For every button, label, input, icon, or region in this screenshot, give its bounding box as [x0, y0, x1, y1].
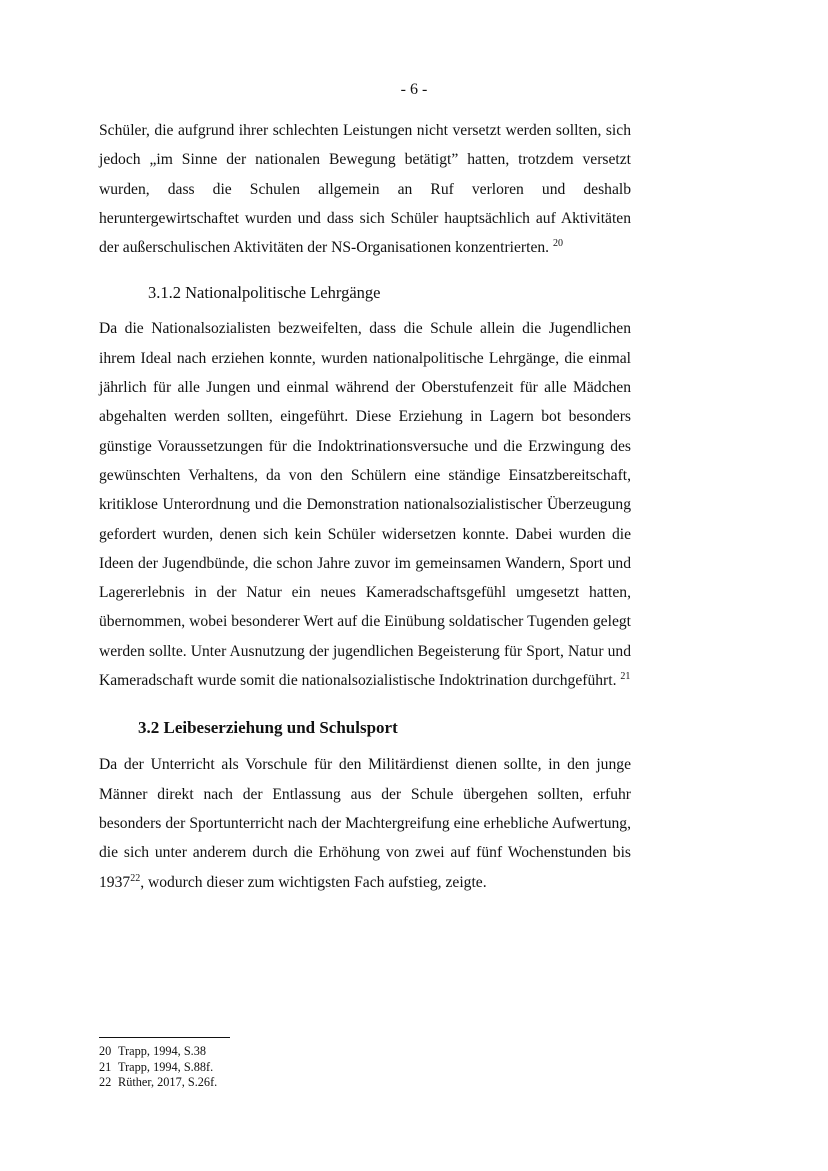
footnote-ref-21[interactable]: 21 — [620, 671, 631, 683]
paragraph-3-2-text-start: Da der Unterricht als Vorschule für den Militärdienst dienen sollte, in den junge Männer direkt nach der Entlassung aus der Schule übergehen sollten, erfuhr besonders der Sportunterricht nach der Machtergreifung eine erhebliche Aufwertung, die sich unter anderem durch die Erhöhung von zwei auf fünf Wochenstunden bis 1937 — [99, 756, 631, 891]
footnote-number: 21 — [99, 1059, 112, 1074]
footnote-text: Rüther, 2017, S.26f. — [118, 1075, 218, 1089]
page-body — [99, 116, 631, 897]
footnote-22 — [99, 1075, 499, 1091]
footnote-number: 22 — [99, 1075, 112, 1089]
section-3-1-2-heading: 3.1.2 Nationalpolitische Lehrgänge — [148, 283, 381, 303]
footnote-ref-20[interactable]: 20 — [552, 238, 563, 250]
footnote-text: Trapp, 1994, S.88f. — [118, 1059, 214, 1074]
footnote-number: 20 — [99, 1044, 112, 1058]
paragraph-3-2-text-end: , wodurch dieser zum wichtigsten Fach aufstieg, zeigte. — [140, 873, 487, 891]
footnote-20 — [99, 1044, 499, 1060]
paragraph-3-1-2-text: Da die Nationalsozialisten bezweifelten, dass die Schule allein die Jugendlichen ihrem Ideal nach erziehen konnte, wurden nationalpolitische Lehrgänge, die einmal jährlich für alle Jungen und einmal während der Oberstufenzeit für alle Mädchen abgehalten werden sollten, eingeführt. Diese Erziehung in Lagern bot besonders günstige Voraussetzungen für die Indoktrinationsversuche und die Erzwingung des gewünschten Verhaltens, da von den Schülern eine ständige Einsatzbereitschaft, kritiklose Unterordnung und die Demonstration nationalsozialistischer Überzeugung gefordert wurden, denen sich kein Schüler widersetzen konnte. Dabei wurden die Ideen der Jugendbünde, die schon Jahre zuvor im gemeinsamen Wandern, Sport und Lagererlebnis in der Natur ein neues Kameradschaftsgefühl umgesetzt hatten, übernommen, wobei besonderer Wert auf die Einübung soldatischer Tugenden gelegt werden sollte. Unter Ausnutzung der jugendlichen Begeisterung für Sport, Natur und Kameradschaft wurde somit die nationalsozialistische Indoktrination durchgeführt. — [99, 320, 631, 690]
paragraph-1-text: Schüler, die aufgrund ihrer schlechten Leistungen nicht versetzt werden sollten, sich jedoch „im Sinne der nationalen Bewegung betätigt” hatten, trotzdem versetzt wurden, dass die Schulen allgemein an Ruf verloren und deshalb heruntergewirtschaftet wurden und dass sich Schüler hauptsächlich auf Aktivitäten der außerschulischen Aktivitäten der NS-Organisationen konzentrierten. — [99, 122, 631, 257]
section-3-2-heading: 3.2 Leibeserziehung und Schulsport — [138, 718, 398, 738]
paragraph-1 — [99, 116, 631, 262]
footnote-ref-22[interactable]: 22 — [130, 872, 141, 884]
footnote-21 — [99, 1060, 499, 1076]
page-number: - 6 - — [400, 81, 428, 98]
paragraph-3-2 — [99, 750, 631, 896]
paragraph-3-1-2 — [99, 314, 631, 695]
footnotes — [99, 1044, 499, 1091]
footnote-separator — [99, 1037, 230, 1038]
footnote-text: Trapp, 1994, S.38 — [118, 1044, 207, 1058]
